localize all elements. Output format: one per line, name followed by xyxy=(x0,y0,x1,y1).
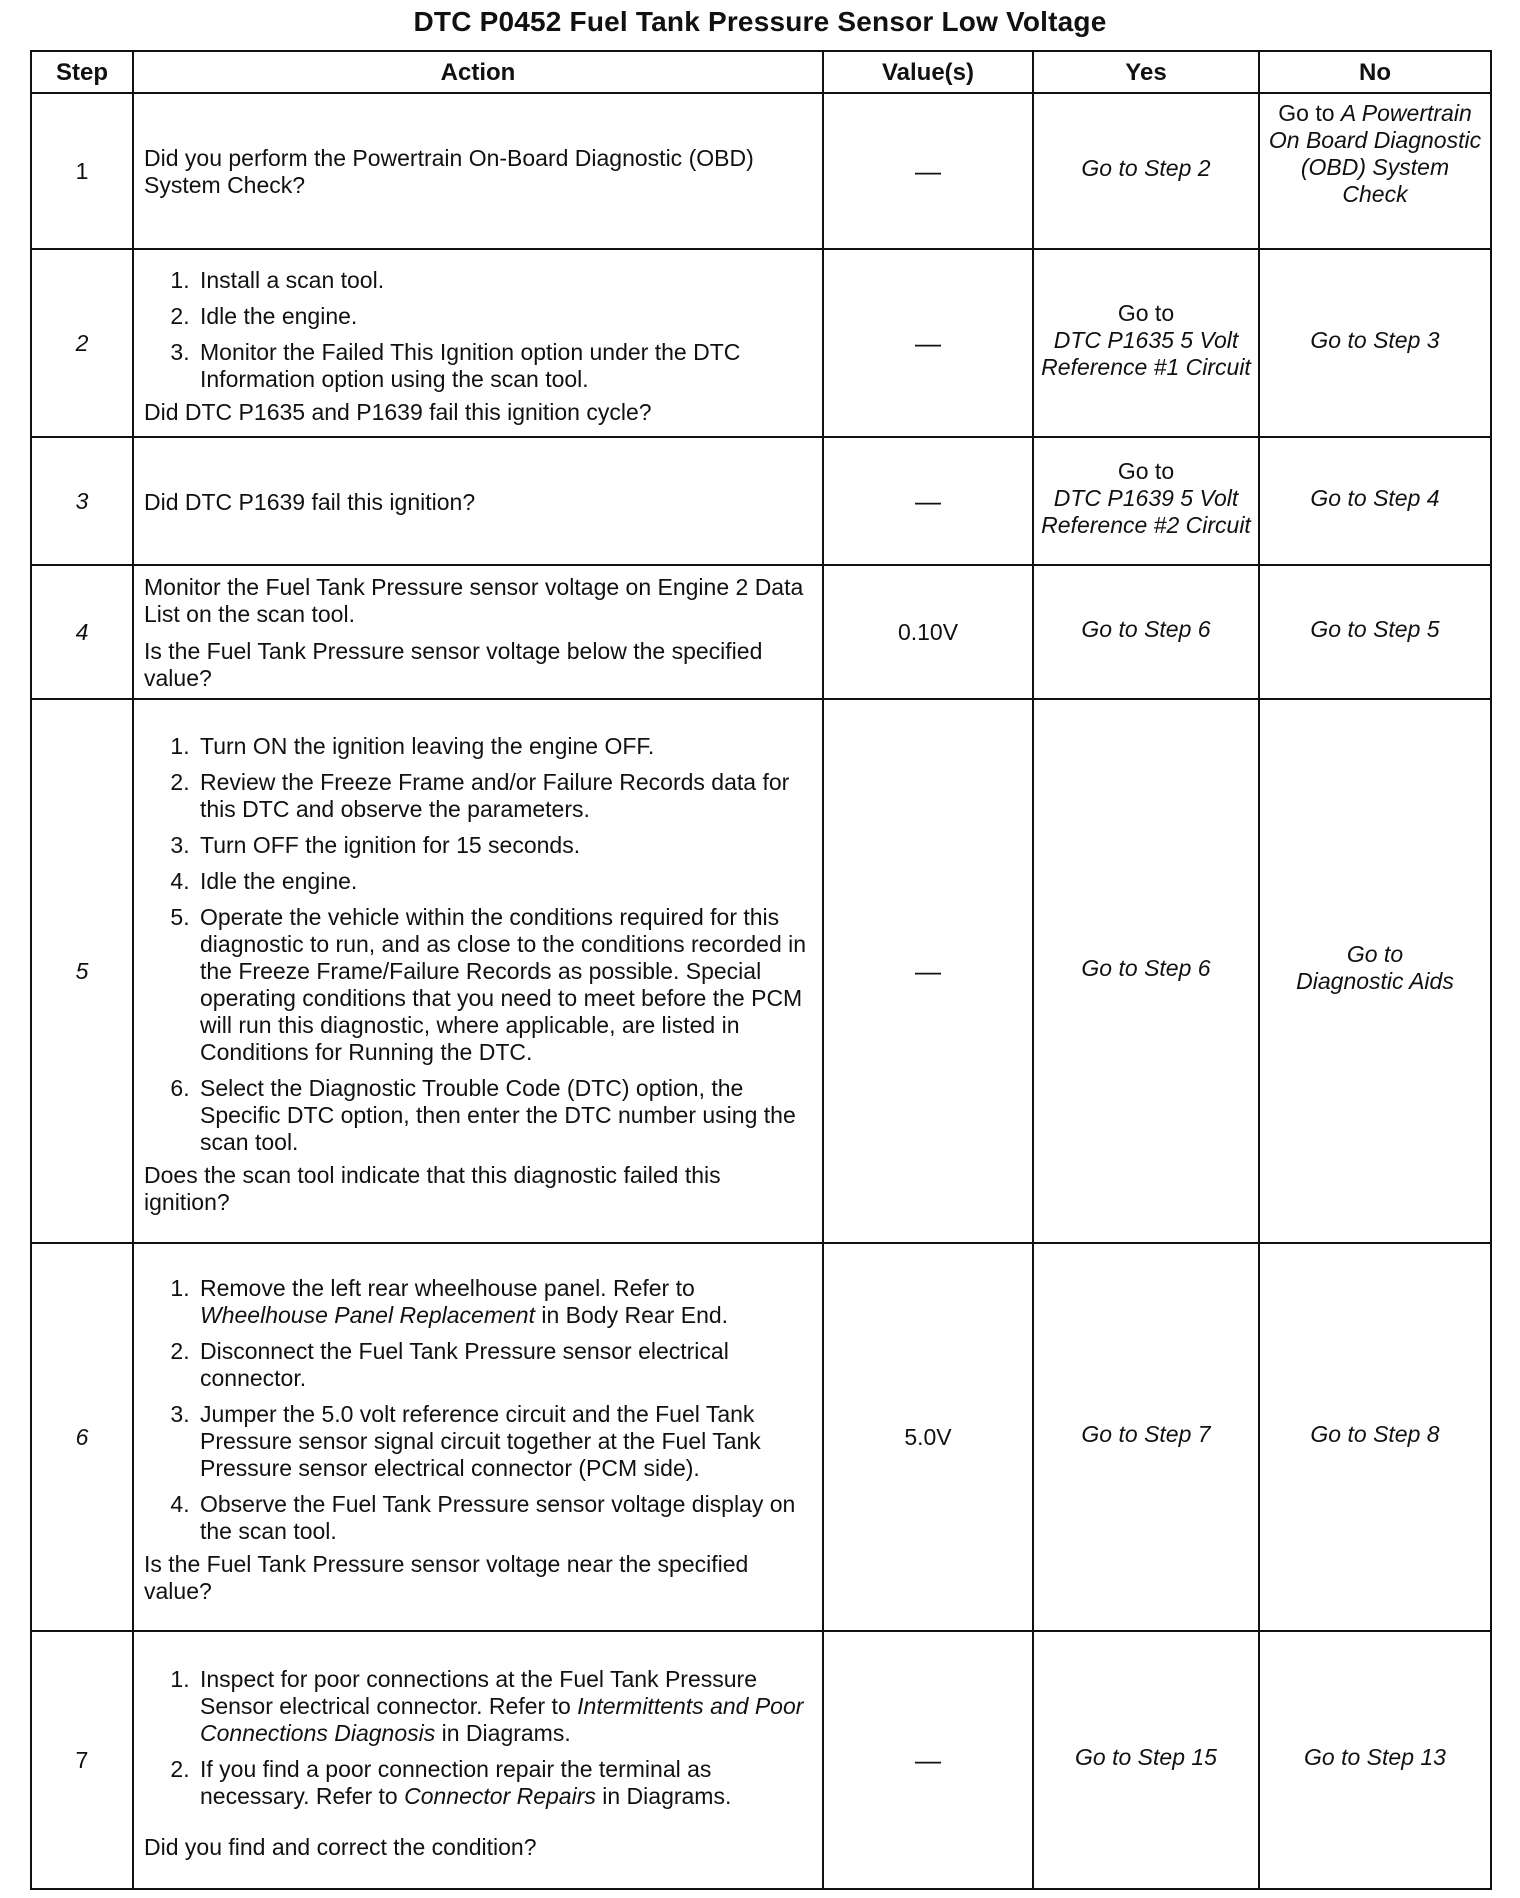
step-number: 2 xyxy=(31,249,133,437)
list-item: 3. Monitor the Failed This Ignition option under the DTC Information option using the scan tool. xyxy=(196,339,812,393)
item-text: Remove the left rear wheelhouse panel. Refer to xyxy=(200,1275,695,1301)
list-item: 5. Operate the vehicle within the conditions required for this diagnostic to run, and as close to the conditions recorded in the Freeze Frame/Failure Records as possible. Special operating conditions that you need to meet before the PCM will run this diagnostic, where applicable, are listed in Conditions for Running the DTC. xyxy=(196,904,812,1066)
yes-cell: Go to Step 7 xyxy=(1033,1243,1259,1631)
no-line-1: Go to xyxy=(1346,941,1404,967)
table-row xyxy=(31,437,1491,565)
table-row xyxy=(31,565,1491,699)
no-reference: A Powertrain On Board Diagnostic (OBD) System Check xyxy=(1268,100,1482,207)
action-cell xyxy=(133,437,823,565)
action-steps-list xyxy=(144,1666,812,1810)
yes-cell: Go to Step 6 xyxy=(1033,699,1259,1243)
action-cell xyxy=(133,1243,823,1631)
value-cell: — xyxy=(823,437,1033,565)
action-question: Did you find and correct the condition? xyxy=(144,1833,537,1860)
reference-link: Intermittents and Poor Connections Diagnosis xyxy=(200,1692,804,1746)
item-text: in Diagrams. xyxy=(435,1719,571,1746)
value-cell: 0.10V xyxy=(823,565,1033,699)
action-question: Did DTC P1639 fail this ignition? xyxy=(144,488,476,515)
yes-cell: Go to Step 2 xyxy=(1033,93,1259,249)
no-cell: Go to Step 13 xyxy=(1259,1631,1491,1889)
step-number: 1 xyxy=(31,93,133,249)
item-text: in Diagrams. xyxy=(595,1782,732,1809)
step-number: 7 xyxy=(31,1631,133,1889)
no-line-2: Diagnostic Aids xyxy=(1296,968,1454,994)
no-cell xyxy=(1259,93,1491,249)
yes-cell xyxy=(1033,437,1259,565)
header-action: Action xyxy=(133,51,823,93)
step-number: 3 xyxy=(31,437,133,565)
list-item: 4. Observe the Fuel Tank Pressure sensor voltage display on the scan tool. xyxy=(196,1491,812,1545)
reference-link: Connector Repairs xyxy=(404,1782,596,1809)
table-header-row xyxy=(31,51,1491,93)
action-question: Is the Fuel Tank Pressure sensor voltage near the specified value? xyxy=(144,1551,749,1604)
table-row xyxy=(31,249,1491,437)
yes-prefix: Go to xyxy=(1117,299,1175,326)
item-text: in Body Rear End. xyxy=(534,1302,729,1328)
table-row xyxy=(31,1243,1491,1631)
table-row xyxy=(31,1631,1491,1889)
no-cell: Go to Step 4 xyxy=(1259,437,1491,565)
yes-cell: Go to Step 15 xyxy=(1033,1631,1259,1889)
action-cell xyxy=(133,1631,823,1889)
value-cell: — xyxy=(823,249,1033,437)
list-item: 2. Idle the engine. xyxy=(196,303,812,330)
value-cell: — xyxy=(823,699,1033,1243)
no-cell: Go to Step 3 xyxy=(1259,249,1491,437)
item-text: If you find a poor connection repair the terminal as necessary. Refer to xyxy=(200,1755,712,1809)
action-steps-list xyxy=(144,733,812,1156)
list-item: 1. Install a scan tool. xyxy=(196,267,812,294)
header-step: Step xyxy=(31,51,133,93)
list-item: 4. Idle the engine. xyxy=(196,868,812,895)
yes-cell: Go to Step 6 xyxy=(1033,565,1259,699)
yes-reference: DTC P1639 5 Volt Reference #2 Circuit xyxy=(1041,484,1251,538)
list-item: 2. Disconnect the Fuel Tank Pressure sensor electrical connector. xyxy=(196,1338,812,1392)
table-row xyxy=(31,93,1491,249)
no-cell: Go to Step 8 xyxy=(1259,1243,1491,1631)
value-cell: 5.0V xyxy=(823,1243,1033,1631)
action-steps-list xyxy=(144,267,812,393)
yes-cell xyxy=(1033,249,1259,437)
list-item xyxy=(196,1275,812,1329)
list-item: 3. Jumper the 5.0 volt reference circuit and the Fuel Tank Pressure sensor signal circuit together at the Fuel Tank Pressure sensor electrical connector (PCM side). xyxy=(196,1401,812,1482)
action-cell xyxy=(133,249,823,437)
list-item: 2. Review the Freeze Frame and/or Failure Records data for this DTC and observe the parameters. xyxy=(196,769,812,823)
header-values: Value(s) xyxy=(823,51,1033,93)
step-number: 4 xyxy=(31,565,133,699)
diagnostic-table xyxy=(30,50,1492,1890)
list-item: 3. Turn OFF the ignition for 15 seconds. xyxy=(196,832,812,859)
list-item: 6. Select the Diagnostic Trouble Code (DTC) option, the Specific DTC option, then enter the DTC number using the scan tool. xyxy=(196,1075,812,1156)
action-question: Did DTC P1635 and P1639 fail this ignition cycle? xyxy=(144,398,652,425)
yes-prefix: Go to xyxy=(1117,457,1175,484)
step-number: 6 xyxy=(31,1243,133,1631)
value-cell: — xyxy=(823,93,1033,249)
list-item xyxy=(196,1756,812,1810)
page-title: DTC P0452 Fuel Tank Pressure Sensor Low Voltage xyxy=(413,6,1107,37)
header-yes: Yes xyxy=(1033,51,1259,93)
action-question: Is the Fuel Tank Pressure sensor voltage below the specified value? xyxy=(144,638,763,691)
no-prefix: Go to xyxy=(1278,100,1341,126)
no-cell: Go to Step 5 xyxy=(1259,565,1491,699)
action-cell xyxy=(133,699,823,1243)
table-row xyxy=(31,699,1491,1243)
list-item: 1. Turn ON the ignition leaving the engine OFF. xyxy=(196,733,812,760)
action-cell xyxy=(133,565,823,699)
action-steps-list xyxy=(144,1275,812,1545)
yes-reference: DTC P1635 5 Volt Reference #1 Circuit xyxy=(1041,326,1251,380)
list-item xyxy=(196,1666,812,1747)
action-question: Does the scan tool indicate that this diagnostic failed this ignition? xyxy=(144,1161,721,1215)
item-text: Inspect for poor connections at the Fuel Tank Pressure Sensor electrical connector. Refer to xyxy=(200,1665,757,1719)
header-no: No xyxy=(1259,51,1491,93)
action-cell xyxy=(133,93,823,249)
action-text: Monitor the Fuel Tank Pressure sensor voltage on Engine 2 Data List on the scan tool. xyxy=(144,574,804,627)
no-cell xyxy=(1259,699,1491,1243)
value-cell: — xyxy=(823,1631,1033,1889)
step-number: 5 xyxy=(31,699,133,1243)
reference-link: Wheelhouse Panel Replacement xyxy=(200,1302,535,1328)
action-question: Did you perform the Powertrain On-Board Diagnostic (OBD) System Check? xyxy=(144,145,754,198)
